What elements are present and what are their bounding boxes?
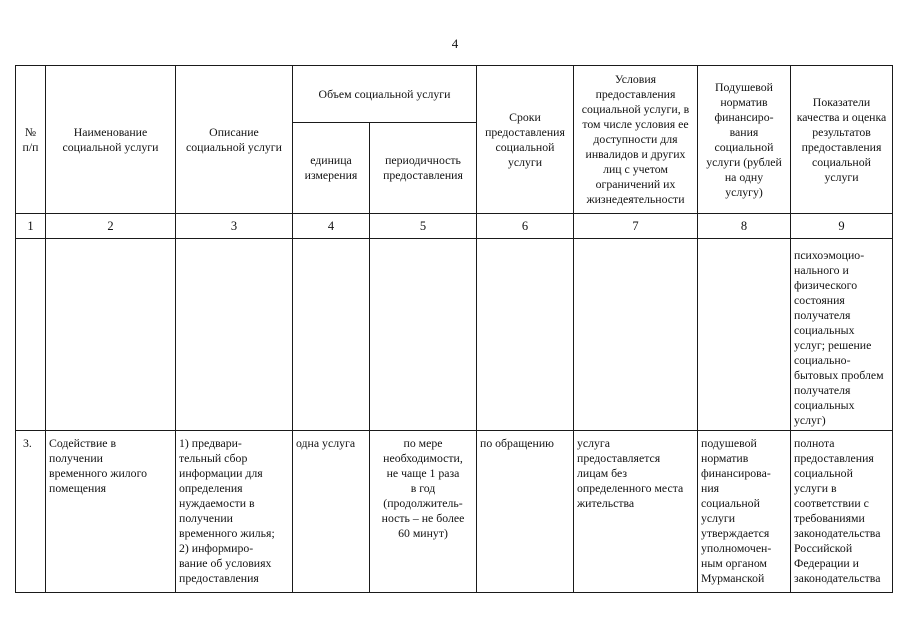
column-number-1: 1 [15, 213, 46, 239]
header-unit [292, 122, 370, 214]
table-cell [573, 238, 698, 431]
header-terms [476, 65, 574, 214]
table-cell [476, 238, 574, 431]
header-terms-text: Сроки предоставления социальной услуги [485, 109, 565, 169]
table-cell [369, 238, 477, 431]
column-number-4: 4 [292, 213, 370, 239]
row3-terms: по обращению [476, 430, 574, 593]
header-description-text: Описание социальной услуги [186, 124, 282, 154]
column-number-7: 7 [573, 213, 698, 239]
header-description [175, 65, 293, 214]
row3-periodicity: по мере необходимости, не чаще 1 раза в год (продолжитель- ность – не более 60 минут) [369, 430, 477, 593]
table-cell [697, 238, 791, 431]
header-funding [697, 65, 791, 214]
header-conditions [573, 65, 698, 214]
header-number [15, 65, 46, 214]
column-number-9: 9 [790, 213, 893, 239]
table-cell [15, 238, 46, 431]
header-funding-text: Подушевой норматив финансиро- вания социальной услуги (рублей на одну услугу) [706, 79, 782, 199]
header-conditions-text: Условия предоставления социальной услуги, в том числе условия ее доступности для инвалидов и других лиц с учетом ограничений их жизнедеятельности [581, 72, 690, 206]
column-number-5: 5 [369, 213, 477, 239]
column-number-6: 6 [476, 213, 574, 239]
row3-funding: подушевой норматив финансирова- ния социальной услуги утверждается уполномочен- ным органом Мурманской [697, 430, 791, 593]
page-number: 4 [451, 36, 459, 51]
header-volume-text: Объем социальной услуги [318, 86, 451, 101]
header-quality [790, 65, 893, 214]
quality-continuation-text: психоэмоцио- нального и физического состояния получателя социальных услуг; решение социально- бытовых проблем получателя социальных услуг) [794, 248, 884, 427]
row3-description: 1) предвари- тельный сбор информации для определения нуждаемости в получении временного жилья; 2) информиро- вание об условиях предоставления [175, 430, 293, 593]
column-number-2: 2 [45, 213, 176, 239]
column-number-8: 8 [697, 213, 791, 239]
row3-number: 3. [15, 430, 46, 593]
header-periodicity [369, 122, 477, 214]
header-service-name [45, 65, 176, 214]
table-cell [292, 238, 370, 431]
quality-continuation-cell [790, 238, 893, 431]
header-quality-text: Показатели качества и оценка результатов предоставления социальной услуги [796, 94, 887, 184]
row3-conditions: услуга предоставляется лицам без определенного места жительства [573, 430, 698, 593]
header-unit-text: единица измерения [304, 153, 358, 182]
row3-service-name: Содействие в получении временного жилого помещения [45, 430, 176, 593]
table-cell [45, 238, 176, 431]
header-periodicity-text: периодичность предоставления [383, 153, 463, 182]
header-volume [292, 65, 477, 123]
column-number-3: 3 [175, 213, 293, 239]
header-service-name-text: Наименование социальной услуги [62, 124, 159, 154]
table-cell [175, 238, 293, 431]
row3-unit: одна услуга [292, 430, 370, 593]
row3-quality: полнота предоставления социальной услуги в соответствии с требованиями законодательства Российской Федерации и законодательства [790, 430, 893, 593]
header-number-text: № п/п [22, 124, 39, 154]
